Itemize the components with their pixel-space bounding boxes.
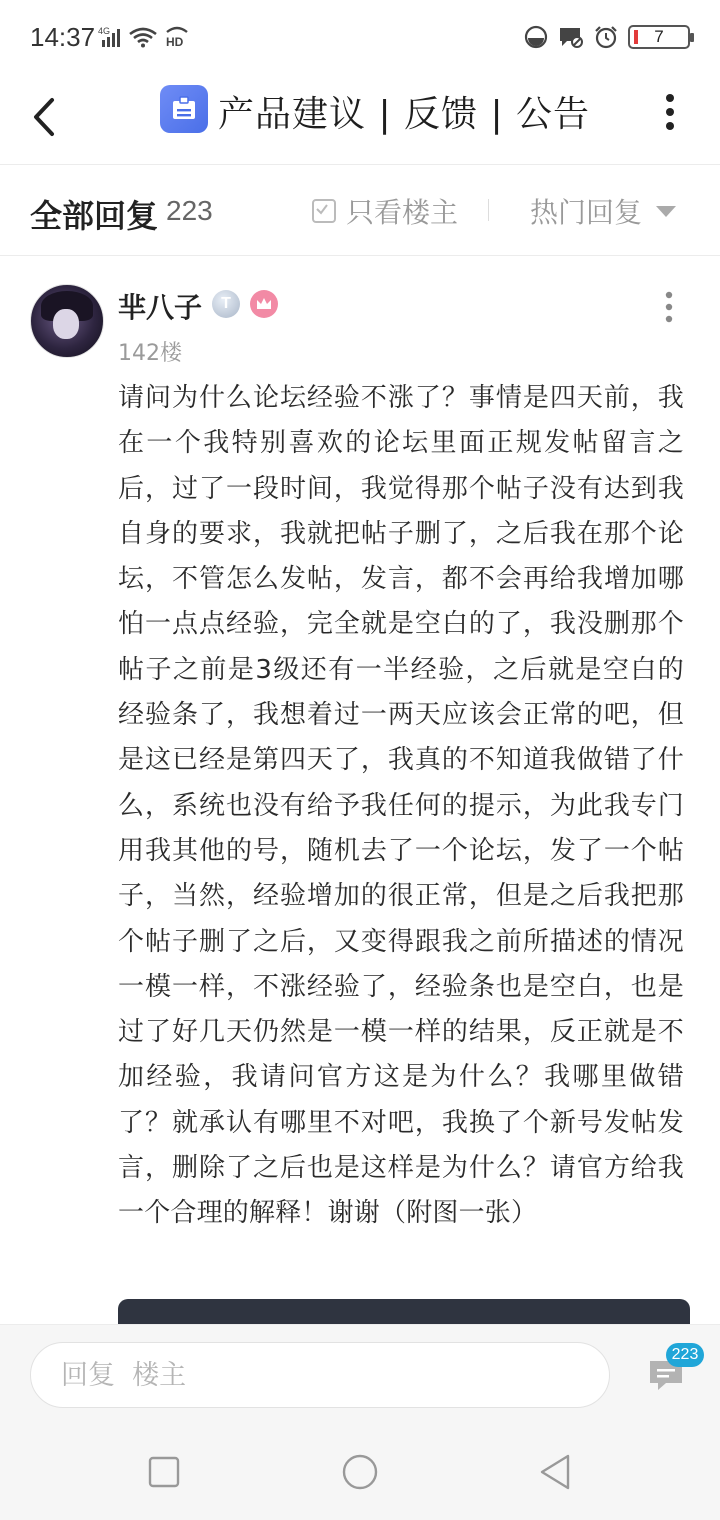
- attached-image[interactable]: [118, 1299, 690, 1324]
- message-off-icon: [558, 25, 584, 49]
- forum-header: [0, 74, 720, 165]
- forum-title[interactable]: 产品建议 | 反馈 | 公告: [218, 94, 591, 135]
- battery-icon: [628, 25, 690, 49]
- more-vertical-icon: [666, 292, 672, 322]
- more-vertical-icon: [666, 94, 674, 130]
- avatar[interactable]: [30, 284, 104, 358]
- reply-count: 223: [166, 195, 213, 226]
- comment-count-badge: 223: [666, 1343, 704, 1367]
- post-content: 请问为什么论坛经验不涨了？事情是四天前，我在一个我特别喜欢的论坛里面正规发帖留言之后，过了一段时间，我觉得那个帖子没有达到我自身的要求，我就把帖子删了，之后我在那个论坛，不管怎么发帖，发言，都不会再给我增加哪怕一点点经验，完全就是空白的了，我没删那个帖子之前是3级还有一半经验，之后就是空白的经验条了，我想着过一两天应该会正常的吧，但是这已经是第四天了，我真的不知道我做错了什么，系统也没有给予我任何的提示，为此我专门用我其他的号，随机去了一个论坛，发了一个帖子，当然，经验增加的很正常，但是之后我把那个帖子删了之后，又变得跟我之前所描述的情况一模一样，不涨经验了，经验条也是空白，也是过了好几天仍然是一模一样的结果，反正就是不加经验，我请问官方这是为什么？我哪里做错了？就承认有哪里不对吧，我换了个新号发帖发言，删除了之后也是这样是为什么？请官方给我一个合理的解释！谢谢（附图一张）: [118, 383, 684, 1229]
- reply-bar: [0, 1324, 720, 1425]
- wifi-icon: [128, 26, 158, 48]
- status-right-icons: [524, 22, 690, 52]
- nav-back-button[interactable]: [536, 1452, 576, 1492]
- home-button[interactable]: [340, 1452, 380, 1492]
- reply-filter-bar: [0, 165, 720, 256]
- chevron-left-icon: [36, 100, 52, 134]
- all-replies-title: 全部回复: [30, 197, 159, 235]
- only-owner-toggle[interactable]: [312, 191, 458, 231]
- status-left-icons: [98, 24, 190, 48]
- sort-dropdown[interactable]: [530, 191, 676, 231]
- square-icon: [150, 1458, 178, 1486]
- announcement-icon: [160, 85, 208, 133]
- more-options-button[interactable]: [660, 92, 680, 132]
- circle-icon: [344, 1456, 376, 1488]
- battery-low-indicator: [634, 30, 638, 44]
- level-badge-icon[interactable]: [212, 290, 240, 318]
- recent-apps-button[interactable]: [144, 1452, 184, 1492]
- only-owner-label: 只看楼主: [346, 196, 459, 229]
- ring-icon: [524, 25, 548, 49]
- network-type: 4G: [98, 26, 111, 36]
- status-time: 14:37: [30, 22, 96, 52]
- level-badge-text: T: [221, 295, 231, 312]
- hd-call-icon: [164, 24, 190, 48]
- system-nav-bar: [0, 1424, 720, 1520]
- divider: [488, 199, 489, 221]
- sort-label: 热门回复: [530, 196, 643, 229]
- battery-level: 7: [654, 27, 664, 46]
- triangle-left-icon: [542, 1456, 568, 1488]
- forum-logo-icon[interactable]: [160, 85, 208, 133]
- status-bar: [0, 0, 720, 74]
- caret-down-icon: [656, 206, 676, 217]
- signal-icon: [98, 26, 122, 48]
- hd-label: HD: [166, 35, 184, 48]
- alarm-icon: [594, 25, 618, 49]
- floor-number: 142楼: [118, 341, 182, 366]
- username[interactable]: 芈八子: [118, 291, 203, 324]
- reply-post: [0, 262, 720, 1324]
- back-button[interactable]: [28, 92, 68, 142]
- reply-input[interactable]: [30, 1342, 610, 1408]
- checkbox-icon[interactable]: [312, 199, 336, 223]
- post-more-button[interactable]: [662, 290, 676, 324]
- crown-badge-icon[interactable]: [250, 290, 278, 318]
